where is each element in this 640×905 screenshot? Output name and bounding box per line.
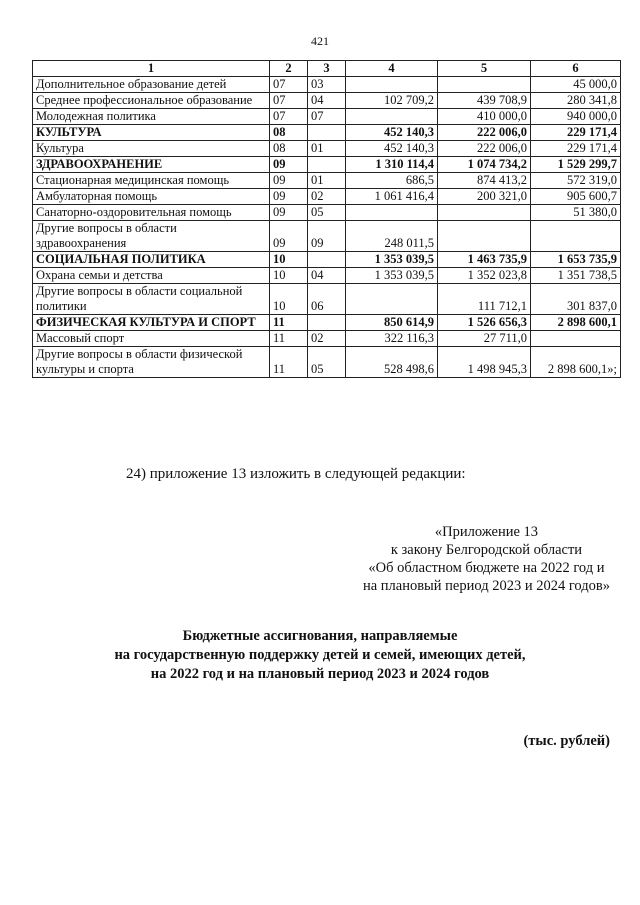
value-2022-cell: 322 116,3 (346, 331, 438, 347)
table-row (33, 189, 621, 205)
title-line: на государственную поддержку детей и семей, имеющих детей, (114, 647, 526, 663)
subsection-code-cell (308, 157, 346, 173)
section-code-cell: 07 (270, 109, 308, 125)
value-2024-cell: 229 171,4 (531, 125, 621, 141)
value-2022-cell (346, 109, 438, 125)
subsection-code-cell: 07 (308, 109, 346, 125)
subsection-code-cell (308, 125, 346, 141)
value-2023-cell: 27 711,0 (438, 331, 531, 347)
table-header-row (33, 61, 621, 77)
value-2023-cell: 200 321,0 (438, 189, 531, 205)
name-cell: Амбулаторная помощь (33, 189, 270, 205)
name-cell: Молодежная политика (33, 109, 270, 125)
subsection-code-cell: 02 (308, 189, 346, 205)
subsection-code-cell: 09 (308, 221, 346, 252)
subsection-code-cell: 05 (308, 205, 346, 221)
name-cell: Дополнительное образование детей (33, 77, 270, 93)
table-row (33, 125, 621, 141)
value-2022-cell: 1 353 039,5 (346, 268, 438, 284)
value-2024-cell: 2 898 600,1»; (531, 347, 621, 378)
subsection-code-cell: 05 (308, 347, 346, 378)
name-cell: ЗДРАВООХРАНЕНИЕ (33, 157, 270, 173)
value-2022-cell: 1 310 114,4 (346, 157, 438, 173)
section-code-cell: 09 (270, 173, 308, 189)
subsection-code-cell: 06 (308, 284, 346, 315)
value-2024-cell: 905 600,7 (531, 189, 621, 205)
budget-table (32, 60, 621, 378)
value-2023-cell: 1 498 945,3 (438, 347, 531, 378)
subsection-code-cell: 03 (308, 77, 346, 93)
table-row (33, 205, 621, 221)
section-code-cell: 11 (270, 331, 308, 347)
value-2024-cell: 1 351 738,5 (531, 268, 621, 284)
title-line: Бюджетные ассигнования, направляемые (182, 628, 458, 644)
section-code-cell: 09 (270, 157, 308, 173)
header-cell: 2 (270, 61, 308, 77)
value-2022-cell: 102 709,2 (346, 93, 438, 109)
value-2024-cell: 301 837,0 (531, 284, 621, 315)
value-2023-cell: 222 006,0 (438, 125, 531, 141)
name-cell: Среднее профессиональное образование (33, 93, 270, 109)
section-code-cell: 09 (270, 221, 308, 252)
name-cell: Другие вопросы в области социальной политики (33, 284, 270, 315)
annex-line: «Об областном бюджете на 2022 год и (368, 560, 605, 576)
subsection-code-cell: 02 (308, 331, 346, 347)
table-row (33, 109, 621, 125)
header-cell: 4 (346, 61, 438, 77)
value-2023-cell: 874 413,2 (438, 173, 531, 189)
value-2023-cell: 1 074 734,2 (438, 157, 531, 173)
value-2023-cell (438, 205, 531, 221)
value-2023-cell: 1 463 735,9 (438, 252, 531, 268)
section-code-cell: 07 (270, 77, 308, 93)
section-code-cell: 10 (270, 284, 308, 315)
value-2022-cell: 850 614,9 (346, 315, 438, 331)
section-code-cell: 11 (270, 347, 308, 378)
name-cell: Другие вопросы в области физической культуры и спорта (33, 347, 270, 378)
subsection-code-cell: 01 (308, 173, 346, 189)
name-cell: Культура (33, 141, 270, 157)
annex-line: на плановый период 2023 и 2024 годов» (362, 578, 610, 594)
value-2023-cell: 111 712,1 (438, 284, 531, 315)
table-row (33, 315, 621, 331)
table-row (33, 157, 621, 173)
header-cell: 3 (308, 61, 346, 77)
table-row (33, 93, 621, 109)
section-code-cell: 10 (270, 268, 308, 284)
value-2024-cell (531, 221, 621, 252)
table-row (33, 77, 621, 93)
section-code-cell: 10 (270, 252, 308, 268)
value-2024-cell: 229 171,4 (531, 141, 621, 157)
value-2022-cell: 686,5 (346, 173, 438, 189)
name-cell: Другие вопросы в области здравоохранения (33, 221, 270, 252)
section-code-cell: 11 (270, 315, 308, 331)
value-2023-cell: 410 000,0 (438, 109, 531, 125)
value-2024-cell: 572 319,0 (531, 173, 621, 189)
value-2024-cell (531, 331, 621, 347)
page-number: 421 (311, 34, 329, 48)
subsection-code-cell: 01 (308, 141, 346, 157)
value-2024-cell: 51 380,0 (531, 205, 621, 221)
value-2024-cell: 45 000,0 (531, 77, 621, 93)
value-2022-cell (346, 284, 438, 315)
subsection-code-cell (308, 315, 346, 331)
table-row (33, 221, 621, 252)
value-2024-cell: 2 898 600,1 (531, 315, 621, 331)
value-2024-cell: 1 653 735,9 (531, 252, 621, 268)
value-2024-cell: 940 000,0 (531, 109, 621, 125)
value-2022-cell: 452 140,3 (346, 125, 438, 141)
title-line: на 2022 год и на плановый период 2023 и 2024 годов (150, 666, 490, 682)
name-cell: Массовый спорт (33, 331, 270, 347)
subsection-code-cell: 04 (308, 93, 346, 109)
name-cell: КУЛЬТУРА (33, 125, 270, 141)
value-2024-cell: 280 341,8 (531, 93, 621, 109)
value-2023-cell (438, 77, 531, 93)
name-cell: СОЦИАЛЬНАЯ ПОЛИТИКА (33, 252, 270, 268)
value-2022-cell: 1 353 039,5 (346, 252, 438, 268)
section-code-cell: 08 (270, 125, 308, 141)
section-code-cell: 08 (270, 141, 308, 157)
table-row (33, 284, 621, 315)
value-2022-cell: 528 498,6 (346, 347, 438, 378)
name-cell: Стационарная медицинская помощь (33, 173, 270, 189)
annex-line: к закону Белгородской области (390, 542, 583, 558)
value-2024-cell: 1 529 299,7 (531, 157, 621, 173)
value-2022-cell: 1 061 416,4 (346, 189, 438, 205)
value-2022-cell (346, 77, 438, 93)
table-row (33, 331, 621, 347)
value-2023-cell: 1 526 656,3 (438, 315, 531, 331)
table-row (33, 173, 621, 189)
section-code-cell: 09 (270, 205, 308, 221)
subsection-code-cell (308, 252, 346, 268)
header-cell: 1 (33, 61, 270, 77)
item-24-text: 24) приложение 13 изложить в следующей редакции: (126, 466, 466, 482)
table-row (33, 141, 621, 157)
units-label: (тыс. рублей) (523, 733, 610, 749)
value-2022-cell (346, 205, 438, 221)
header-cell: 5 (438, 61, 531, 77)
section-code-cell: 07 (270, 93, 308, 109)
document-title (0, 627, 640, 684)
table-row (33, 347, 621, 378)
value-2022-cell: 452 140,3 (346, 141, 438, 157)
annex-line: «Приложение 13 (434, 524, 539, 540)
name-cell: Охрана семьи и детства (33, 268, 270, 284)
value-2023-cell: 1 352 023,8 (438, 268, 531, 284)
name-cell: Санаторно-оздоровительная помощь (33, 205, 270, 221)
value-2023-cell: 439 708,9 (438, 93, 531, 109)
annex-reference (363, 523, 610, 595)
section-code-cell: 09 (270, 189, 308, 205)
value-2022-cell: 248 011,5 (346, 221, 438, 252)
header-cell: 6 (531, 61, 621, 77)
name-cell: ФИЗИЧЕСКАЯ КУЛЬТУРА И СПОРТ (33, 315, 270, 331)
subsection-code-cell: 04 (308, 268, 346, 284)
value-2023-cell (438, 221, 531, 252)
table-row (33, 268, 621, 284)
value-2023-cell: 222 006,0 (438, 141, 531, 157)
table-row (33, 252, 621, 268)
